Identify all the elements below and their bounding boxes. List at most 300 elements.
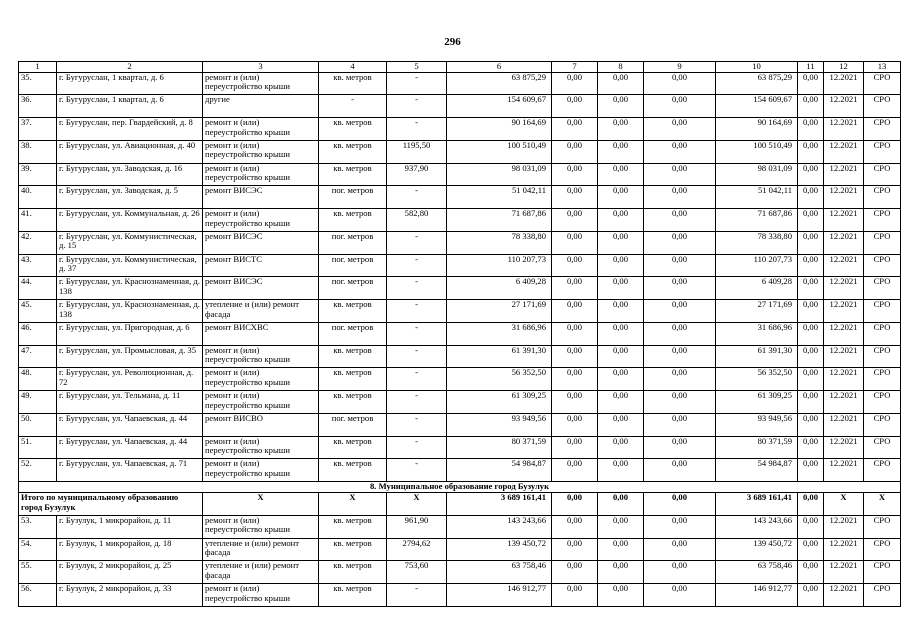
work-type-cell: ремонт ВИСЭС: [203, 277, 319, 300]
budget-cell: 0,00: [598, 345, 644, 368]
address-cell: г. Бузулук, 1 микрорайон, д. 18: [57, 538, 203, 561]
subtotal-c13: X: [864, 493, 901, 516]
fund-cell: 0,00: [552, 561, 598, 584]
table-row: [19, 72, 901, 95]
budget-cell: 0,00: [598, 300, 644, 323]
completion-date-cell: 12.2021: [824, 561, 864, 584]
method-cell: СРО: [864, 186, 901, 209]
completion-date-cell: 12.2021: [824, 459, 864, 482]
address-cell: г. Бугуруслан, ул. Чапаевская, д. 71: [57, 459, 203, 482]
total-cost-cell: 61 391,30: [447, 345, 552, 368]
fund-cell: 0,00: [552, 163, 598, 186]
unit-cell: кв. метров: [319, 561, 387, 584]
local-budget-cell: 0,00: [644, 209, 716, 232]
table-row: [19, 413, 901, 436]
local-budget-cell: 0,00: [644, 186, 716, 209]
work-type-cell: ремонт и (или) переустройство крыши: [203, 140, 319, 163]
local-budget-cell: 0,00: [644, 584, 716, 607]
owners-funds-cell: 56 352,50: [716, 368, 798, 391]
completion-date-cell: 12.2021: [824, 186, 864, 209]
address-cell: г. Бугуруслан, ул. Промысловая, д. 35: [57, 345, 203, 368]
column-header: 9: [644, 62, 716, 73]
method-cell: СРО: [864, 95, 901, 118]
quantity-cell: -: [387, 231, 447, 254]
quantity-cell: 753,60: [387, 561, 447, 584]
local-budget-cell: 0,00: [644, 231, 716, 254]
row-number: 42.: [19, 231, 57, 254]
owners-funds-cell: 61 391,30: [716, 345, 798, 368]
row-number: 43.: [19, 254, 57, 277]
other-cell: 0,00: [798, 436, 824, 459]
fund-cell: 0,00: [552, 254, 598, 277]
fund-cell: 0,00: [552, 186, 598, 209]
total-cost-cell: 98 031,09: [447, 163, 552, 186]
work-type-cell: ремонт и (или) переустройство крыши: [203, 209, 319, 232]
method-cell: СРО: [864, 209, 901, 232]
row-number: 38.: [19, 140, 57, 163]
row-number: 51.: [19, 436, 57, 459]
unit-cell: кв. метров: [319, 436, 387, 459]
section-title: 8. Муниципальное образование город Бузулук: [19, 482, 901, 493]
budget-cell: 0,00: [598, 186, 644, 209]
address-cell: г. Бугуруслан, пер. Гвардейский, д. 8: [57, 118, 203, 141]
table-row: [19, 140, 901, 163]
unit-cell: кв. метров: [319, 72, 387, 95]
address-cell: г. Бугуруслан, ул. Революционная, д. 72: [57, 368, 203, 391]
method-cell: СРО: [864, 459, 901, 482]
total-cost-cell: 61 309,25: [447, 391, 552, 414]
row-number: 56.: [19, 584, 57, 607]
unit-cell: пог. метров: [319, 277, 387, 300]
method-cell: СРО: [864, 118, 901, 141]
total-cost-cell: 154 609,67: [447, 95, 552, 118]
completion-date-cell: 12.2021: [824, 140, 864, 163]
local-budget-cell: 0,00: [644, 561, 716, 584]
unit-cell: кв. метров: [319, 391, 387, 414]
address-cell: г. Бугуруслан, ул. Тельмана, д. 11: [57, 391, 203, 414]
other-cell: 0,00: [798, 209, 824, 232]
budget-cell: 0,00: [598, 231, 644, 254]
method-cell: СРО: [864, 391, 901, 414]
column-header: 1: [19, 62, 57, 73]
budget-cell: 0,00: [598, 277, 644, 300]
work-type-cell: ремонт и (или) переустройство крыши: [203, 584, 319, 607]
column-header: 8: [598, 62, 644, 73]
table-row: [19, 322, 901, 345]
quantity-cell: -: [387, 391, 447, 414]
table-row: [19, 538, 901, 561]
unit-cell: кв. метров: [319, 209, 387, 232]
fund-cell: 0,00: [552, 300, 598, 323]
row-number: 49.: [19, 391, 57, 414]
quantity-cell: -: [387, 254, 447, 277]
column-header: 12: [824, 62, 864, 73]
fund-cell: 0,00: [552, 538, 598, 561]
unit-cell: кв. метров: [319, 118, 387, 141]
completion-date-cell: 12.2021: [824, 515, 864, 538]
budget-cell: 0,00: [598, 140, 644, 163]
address-cell: г. Бузулук, 2 микрорайон, д. 33: [57, 584, 203, 607]
table-row: [19, 345, 901, 368]
method-cell: СРО: [864, 436, 901, 459]
local-budget-cell: 0,00: [644, 277, 716, 300]
completion-date-cell: 12.2021: [824, 95, 864, 118]
table-row: [19, 254, 901, 277]
total-cost-cell: 6 409,28: [447, 277, 552, 300]
unit-cell: пог. метров: [319, 186, 387, 209]
owners-funds-cell: 51 042,11: [716, 186, 798, 209]
owners-funds-cell: 80 371,59: [716, 436, 798, 459]
subtotal-c4: X: [319, 493, 387, 516]
fund-cell: 0,00: [552, 72, 598, 95]
column-header: 10: [716, 62, 798, 73]
owners-funds-cell: 63 758,46: [716, 561, 798, 584]
row-number: 53.: [19, 515, 57, 538]
local-budget-cell: 0,00: [644, 459, 716, 482]
owners-funds-cell: 63 875,29: [716, 72, 798, 95]
fund-cell: 0,00: [552, 209, 598, 232]
completion-date-cell: 12.2021: [824, 72, 864, 95]
quantity-cell: 582,80: [387, 209, 447, 232]
row-number: 39.: [19, 163, 57, 186]
owners-funds-cell: 93 949,56: [716, 413, 798, 436]
method-cell: СРО: [864, 231, 901, 254]
work-type-cell: другие: [203, 95, 319, 118]
quantity-cell: -: [387, 277, 447, 300]
work-type-cell: ремонт ВИСЭС: [203, 186, 319, 209]
quantity-cell: -: [387, 436, 447, 459]
quantity-cell: -: [387, 368, 447, 391]
other-cell: 0,00: [798, 186, 824, 209]
method-cell: СРО: [864, 561, 901, 584]
completion-date-cell: 12.2021: [824, 277, 864, 300]
fund-cell: 0,00: [552, 515, 598, 538]
method-cell: СРО: [864, 277, 901, 300]
row-number: 40.: [19, 186, 57, 209]
method-cell: СРО: [864, 300, 901, 323]
owners-funds-cell: 110 207,73: [716, 254, 798, 277]
subtotal-c5: X: [387, 493, 447, 516]
work-type-cell: ремонт и (или) переустройство крыши: [203, 391, 319, 414]
total-cost-cell: 90 164,69: [447, 118, 552, 141]
fund-cell: 0,00: [552, 345, 598, 368]
work-type-cell: утепление и (или) ремонт фасада: [203, 538, 319, 561]
total-cost-cell: 80 371,59: [447, 436, 552, 459]
subtotal-c12: X: [824, 493, 864, 516]
unit-cell: кв. метров: [319, 515, 387, 538]
completion-date-cell: 12.2021: [824, 322, 864, 345]
budget-cell: 0,00: [598, 322, 644, 345]
address-cell: г. Бугуруслан, ул. Краснознаменная, д. 138: [57, 300, 203, 323]
address-cell: г. Бугуруслан, ул. Пригородная, д. 6: [57, 322, 203, 345]
fund-cell: 0,00: [552, 584, 598, 607]
address-cell: г. Бугуруслан, ул. Коммунистическая, д. 37: [57, 254, 203, 277]
total-cost-cell: 71 687,86: [447, 209, 552, 232]
row-number: 48.: [19, 368, 57, 391]
table-row: [19, 368, 901, 391]
subtotal-c10: 3 689 161,41: [716, 493, 798, 516]
budget-cell: 0,00: [598, 72, 644, 95]
unit-cell: пог. метров: [319, 231, 387, 254]
budget-cell: 0,00: [598, 95, 644, 118]
unit-cell: кв. метров: [319, 368, 387, 391]
unit-cell: кв. метров: [319, 140, 387, 163]
address-cell: г. Бугуруслан, ул. Чапаевская, д. 44: [57, 413, 203, 436]
table-row: [19, 391, 901, 414]
total-cost-cell: 100 510,49: [447, 140, 552, 163]
row-number: 37.: [19, 118, 57, 141]
completion-date-cell: 12.2021: [824, 231, 864, 254]
owners-funds-cell: 100 510,49: [716, 140, 798, 163]
address-cell: г. Бугуруслан, ул. Чапаевская, д. 44: [57, 436, 203, 459]
unit-cell: -: [319, 95, 387, 118]
fund-cell: 0,00: [552, 391, 598, 414]
total-cost-cell: 51 042,11: [447, 186, 552, 209]
owners-funds-cell: 146 912,77: [716, 584, 798, 607]
work-type-cell: ремонт и (или) переустройство крыши: [203, 163, 319, 186]
owners-funds-cell: 143 243,66: [716, 515, 798, 538]
quantity-cell: -: [387, 72, 447, 95]
subtotal-c11: 0,00: [798, 493, 824, 516]
owners-funds-cell: 31 686,96: [716, 322, 798, 345]
subtotal-c9: 0,00: [644, 493, 716, 516]
budget-cell: 0,00: [598, 209, 644, 232]
address-cell: г. Бугуруслан, ул. Коммунальная, д. 26: [57, 209, 203, 232]
quantity-cell: 961,90: [387, 515, 447, 538]
subtotal-total: 3 689 161,41: [447, 493, 552, 516]
completion-date-cell: 12.2021: [824, 345, 864, 368]
table-row: [19, 561, 901, 584]
table-row: [19, 277, 901, 300]
address-cell: г. Бугуруслан, ул. Заводская, д. 5: [57, 186, 203, 209]
owners-funds-cell: 90 164,69: [716, 118, 798, 141]
local-budget-cell: 0,00: [644, 118, 716, 141]
owners-funds-cell: 78 338,80: [716, 231, 798, 254]
total-cost-cell: 63 875,29: [447, 72, 552, 95]
other-cell: 0,00: [798, 254, 824, 277]
column-header: 3: [203, 62, 319, 73]
total-cost-cell: 56 352,50: [447, 368, 552, 391]
owners-funds-cell: 98 031,09: [716, 163, 798, 186]
work-type-cell: ремонт и (или) переустройство крыши: [203, 118, 319, 141]
other-cell: 0,00: [798, 368, 824, 391]
other-cell: 0,00: [798, 538, 824, 561]
budget-cell: 0,00: [598, 368, 644, 391]
other-cell: 0,00: [798, 72, 824, 95]
capital-repair-table: [18, 61, 901, 607]
local-budget-cell: 0,00: [644, 300, 716, 323]
quantity-cell: -: [387, 186, 447, 209]
other-cell: 0,00: [798, 231, 824, 254]
unit-cell: кв. метров: [319, 300, 387, 323]
row-number: 44.: [19, 277, 57, 300]
other-cell: 0,00: [798, 391, 824, 414]
quantity-cell: -: [387, 118, 447, 141]
work-type-cell: ремонт и (или) переустройство крыши: [203, 436, 319, 459]
budget-cell: 0,00: [598, 459, 644, 482]
quantity-cell: -: [387, 345, 447, 368]
total-cost-cell: 78 338,80: [447, 231, 552, 254]
completion-date-cell: 12.2021: [824, 538, 864, 561]
address-cell: г. Бугуруслан, ул. Авиационная, д. 40: [57, 140, 203, 163]
work-type-cell: утепление и (или) ремонт фасада: [203, 561, 319, 584]
page-number: 296: [444, 36, 461, 48]
total-cost-cell: 63 758,46: [447, 561, 552, 584]
local-budget-cell: 0,00: [644, 538, 716, 561]
address-cell: г. Бугуруслан, 1 квартал, д. 6: [57, 72, 203, 95]
total-cost-cell: 27 171,69: [447, 300, 552, 323]
quantity-cell: 937,90: [387, 163, 447, 186]
completion-date-cell: 12.2021: [824, 163, 864, 186]
completion-date-cell: 12.2021: [824, 413, 864, 436]
row-number: 47.: [19, 345, 57, 368]
work-type-cell: утепление и (или) ремонт фасада: [203, 300, 319, 323]
budget-cell: 0,00: [598, 538, 644, 561]
method-cell: СРО: [864, 254, 901, 277]
quantity-cell: -: [387, 322, 447, 345]
quantity-cell: -: [387, 459, 447, 482]
other-cell: 0,00: [798, 118, 824, 141]
fund-cell: 0,00: [552, 140, 598, 163]
other-cell: 0,00: [798, 322, 824, 345]
total-cost-cell: 93 949,56: [447, 413, 552, 436]
table-row: [19, 459, 901, 482]
other-cell: 0,00: [798, 515, 824, 538]
table-row: [19, 95, 901, 118]
column-header: 7: [552, 62, 598, 73]
row-number: 46.: [19, 322, 57, 345]
fund-cell: 0,00: [552, 459, 598, 482]
fund-cell: 0,00: [552, 118, 598, 141]
completion-date-cell: 12.2021: [824, 584, 864, 607]
local-budget-cell: 0,00: [644, 140, 716, 163]
quantity-cell: -: [387, 95, 447, 118]
subtotal-label: Итого по муниципальному образованию город Бузулук: [19, 493, 203, 516]
column-number-row: [19, 62, 901, 73]
quantity-cell: 2794,62: [387, 538, 447, 561]
total-cost-cell: 139 450,72: [447, 538, 552, 561]
fund-cell: 0,00: [552, 436, 598, 459]
other-cell: 0,00: [798, 413, 824, 436]
completion-date-cell: 12.2021: [824, 254, 864, 277]
quantity-cell: 1195,50: [387, 140, 447, 163]
method-cell: СРО: [864, 163, 901, 186]
local-budget-cell: 0,00: [644, 163, 716, 186]
fund-cell: 0,00: [552, 413, 598, 436]
unit-cell: пог. метров: [319, 254, 387, 277]
row-number: 36.: [19, 95, 57, 118]
local-budget-cell: 0,00: [644, 72, 716, 95]
subtotal-row: [19, 493, 901, 516]
column-header: 5: [387, 62, 447, 73]
local-budget-cell: 0,00: [644, 515, 716, 538]
other-cell: 0,00: [798, 277, 824, 300]
completion-date-cell: 12.2021: [824, 436, 864, 459]
unit-cell: пог. метров: [319, 322, 387, 345]
other-cell: 0,00: [798, 459, 824, 482]
method-cell: СРО: [864, 538, 901, 561]
subtotal-c3: X: [203, 493, 319, 516]
local-budget-cell: 0,00: [644, 322, 716, 345]
column-header: 6: [447, 62, 552, 73]
quantity-cell: -: [387, 300, 447, 323]
owners-funds-cell: 61 309,25: [716, 391, 798, 414]
budget-cell: 0,00: [598, 254, 644, 277]
other-cell: 0,00: [798, 163, 824, 186]
table-row: [19, 584, 901, 607]
budget-cell: 0,00: [598, 163, 644, 186]
unit-cell: кв. метров: [319, 459, 387, 482]
work-type-cell: ремонт и (или) переустройство крыши: [203, 72, 319, 95]
total-cost-cell: 110 207,73: [447, 254, 552, 277]
address-cell: г. Бугуруслан, ул. Заводская, д. 16: [57, 163, 203, 186]
budget-cell: 0,00: [598, 561, 644, 584]
owners-funds-cell: 71 687,86: [716, 209, 798, 232]
other-cell: 0,00: [798, 300, 824, 323]
local-budget-cell: 0,00: [644, 391, 716, 414]
budget-cell: 0,00: [598, 118, 644, 141]
subtotal-c7: 0,00: [552, 493, 598, 516]
total-cost-cell: 146 912,77: [447, 584, 552, 607]
local-budget-cell: 0,00: [644, 95, 716, 118]
table-row: [19, 163, 901, 186]
row-number: 54.: [19, 538, 57, 561]
column-header: 2: [57, 62, 203, 73]
table-row: [19, 186, 901, 209]
method-cell: СРО: [864, 368, 901, 391]
method-cell: СРО: [864, 322, 901, 345]
table-row: [19, 300, 901, 323]
other-cell: 0,00: [798, 584, 824, 607]
completion-date-cell: 12.2021: [824, 391, 864, 414]
table-row: [19, 209, 901, 232]
other-cell: 0,00: [798, 345, 824, 368]
address-cell: г. Бузулук, 2 микрорайон, д. 25: [57, 561, 203, 584]
budget-cell: 0,00: [598, 413, 644, 436]
work-type-cell: ремонт и (или) переустройство крыши: [203, 459, 319, 482]
method-cell: СРО: [864, 515, 901, 538]
table-row: [19, 118, 901, 141]
method-cell: СРО: [864, 584, 901, 607]
local-budget-cell: 0,00: [644, 436, 716, 459]
completion-date-cell: 12.2021: [824, 368, 864, 391]
unit-cell: кв. метров: [319, 163, 387, 186]
table-row: [19, 231, 901, 254]
total-cost-cell: 54 984,87: [447, 459, 552, 482]
table-row: [19, 515, 901, 538]
fund-cell: 0,00: [552, 231, 598, 254]
quantity-cell: -: [387, 413, 447, 436]
fund-cell: 0,00: [552, 368, 598, 391]
local-budget-cell: 0,00: [644, 345, 716, 368]
quantity-cell: -: [387, 584, 447, 607]
work-type-cell: ремонт и (или) переустройство крыши: [203, 515, 319, 538]
owners-funds-cell: 139 450,72: [716, 538, 798, 561]
fund-cell: 0,00: [552, 95, 598, 118]
subtotal-c8: 0,00: [598, 493, 644, 516]
local-budget-cell: 0,00: [644, 254, 716, 277]
method-cell: СРО: [864, 413, 901, 436]
work-type-cell: ремонт ВИСТС: [203, 254, 319, 277]
budget-cell: 0,00: [598, 391, 644, 414]
other-cell: 0,00: [798, 140, 824, 163]
method-cell: СРО: [864, 72, 901, 95]
local-budget-cell: 0,00: [644, 368, 716, 391]
address-cell: г. Бузулук, 1 микрорайон, д. 11: [57, 515, 203, 538]
local-budget-cell: 0,00: [644, 413, 716, 436]
completion-date-cell: 12.2021: [824, 209, 864, 232]
budget-cell: 0,00: [598, 584, 644, 607]
